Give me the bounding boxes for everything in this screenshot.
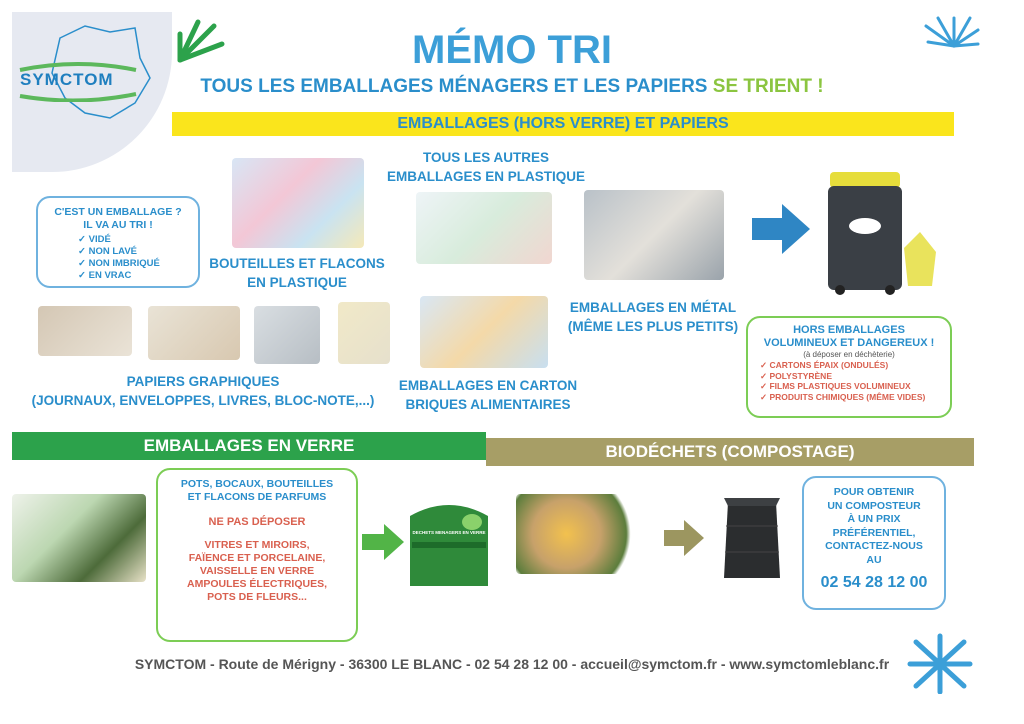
glass-container-label: DECHETS MENAGERS EN VERRE	[412, 530, 486, 535]
check-icon: ✓	[78, 246, 89, 257]
hors-line1: HORS EMBALLAGES	[793, 324, 905, 336]
label-carton: EMBALLAGES EN CARTON BRIQUES ALIMENTAIRES	[398, 378, 578, 412]
checklist-answer: IL VA AU TRI !	[83, 219, 153, 231]
compost-line: PRÉFÉRENTIEL,	[832, 526, 916, 539]
food-waste-image	[516, 494, 642, 574]
cartons-image	[420, 296, 548, 368]
verre-line1: POTS, BOCAUX, BOUTEILLES	[180, 478, 334, 490]
verre-exclusion-item: POTS DE FLEURS...	[207, 591, 307, 603]
checklist-item: ✓ EN VRAC	[78, 270, 132, 281]
section-title-emballages: EMBALLAGES (HORS VERRE) ET PAPIERS	[397, 115, 729, 132]
compost-line: À UN PRIX	[847, 513, 901, 525]
hors-item: ✓ FILMS PLASTIQUES VOLUMINEUX	[760, 381, 911, 391]
check-icon: ✓	[78, 258, 89, 269]
verre-exclusion-item: VITRES ET MIROIRS,	[204, 539, 310, 551]
label-autres-plastiques: TOUS LES AUTRES EMBALLAGES EN PLASTIQUE	[386, 150, 585, 184]
verre-warning: NE PAS DÉPOSER	[208, 516, 306, 528]
verre-exclusion-item: AMPOULES ÉLECTRIQUES,	[186, 578, 327, 590]
subtitle-main: TOUS LES EMBALLAGES MÉNAGERS ET LES PAPIERS	[200, 76, 708, 97]
section-bar-biodechets	[486, 438, 974, 466]
hors-item: ✓ CARTONS ÉPAIX (ONDULÉS)	[760, 360, 889, 370]
metal-packaging-image	[584, 190, 724, 280]
hors-line2: VOLUMINEUX ET DANGEREUX !	[763, 337, 935, 349]
check-icon: ✓	[78, 270, 89, 281]
envelopes-image	[148, 306, 240, 360]
plastic-bottles-image	[232, 158, 364, 248]
compost-line: AU	[866, 553, 882, 566]
verre-exclusion-item: FAÏENCE ET PORCELAINE,	[188, 552, 326, 564]
section-bar-emballages	[172, 112, 954, 136]
label-metal: EMBALLAGES EN MÉTAL (MÊME LES PLUS PETITS)	[567, 300, 739, 334]
page-subtitle	[0, 76, 1024, 98]
section-title-verre: EMBALLAGES EN VERRE	[143, 436, 355, 455]
newspapers-image	[38, 306, 132, 356]
green-arrow-right-icon	[362, 524, 404, 560]
compost-contact-box	[802, 476, 946, 610]
compost-phone: 02 54 28 12 00	[820, 574, 928, 591]
verre-info-box	[156, 468, 358, 642]
section-title-biodechets: BIODÉCHETS (COMPOSTAGE)	[605, 442, 855, 461]
section-bar-verre	[12, 432, 486, 460]
checklist-item: ✓ VIDÉ	[78, 234, 111, 245]
emballage-checklist-box	[36, 196, 200, 288]
label-bouteilles: BOUTEILLES ET FLACONS EN PLASTIQUE	[209, 256, 385, 290]
footer-contact: SYMCTOM - Route de Mérigny - 36300 LE BLANC - 02 54 28 12 00 - accueil@symctom.fr - www.symctomleblanc.fr	[134, 656, 890, 672]
checklist-item: ✓ NON LAVÉ	[78, 246, 137, 257]
compost-line: UN COMPOSTEUR	[827, 499, 921, 512]
hors-note: (à déposer en déchèterie)	[803, 350, 895, 359]
blue-sun-decoration-icon	[904, 632, 974, 694]
compost-line: POUR OBTENIR	[833, 486, 915, 498]
plastic-packaging-image	[416, 192, 552, 264]
compost-line: CONTACTEZ-NOUS	[825, 540, 923, 552]
olive-arrow-right-icon	[664, 520, 704, 556]
page-title: MÉMO TRI	[412, 28, 612, 72]
arrow-right-icon	[752, 204, 810, 254]
notepaper-image	[338, 302, 390, 364]
checklist-item: ✓ NON IMBRIQUÉ	[78, 258, 160, 269]
logo-text: SYMCTOM	[20, 70, 114, 89]
hors-emballages-box	[746, 316, 952, 418]
check-icon: ✓	[78, 234, 89, 245]
hors-item: ✓ PRODUITS CHIMIQUES (MÊME VIDES)	[760, 391, 926, 402]
shredded-paper-image	[254, 306, 320, 364]
glass-container-image	[402, 494, 496, 590]
composter-image	[720, 496, 784, 582]
glass-bottles-image	[12, 494, 146, 582]
verre-line2: ET FLACONS DE PARFUMS	[187, 491, 327, 503]
yellow-lid-bin-image	[820, 168, 940, 296]
checklist-question: C'EST UN EMBALLAGE ?	[54, 206, 182, 218]
subtitle-highlight: SE TRIENT !	[712, 76, 824, 97]
label-papiers: PAPIERS GRAPHIQUES (JOURNAUX, ENVELOPPES, LIVRES, BLOC-NOTE,...)	[31, 374, 375, 408]
hors-item: ✓ POLYSTYRÈNE	[760, 370, 832, 381]
verre-exclusion-item: VAISSELLE EN VERRE	[199, 565, 315, 577]
